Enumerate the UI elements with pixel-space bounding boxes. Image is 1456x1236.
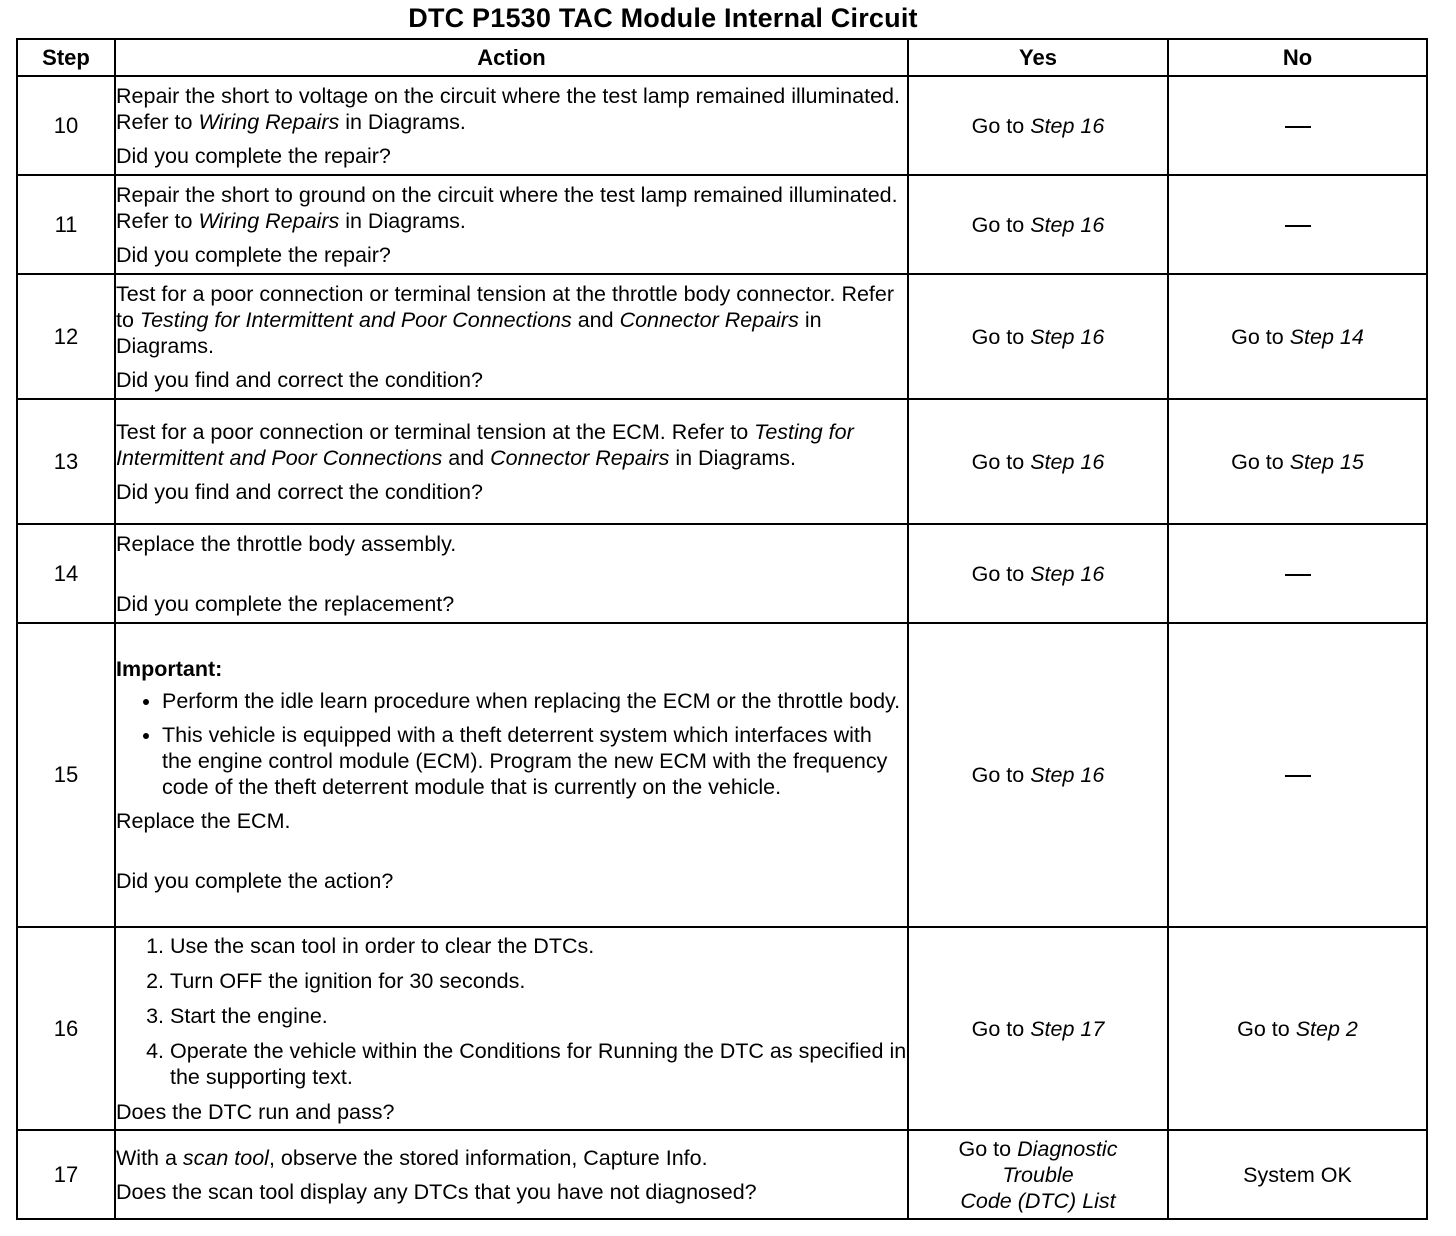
- step-number: 10: [17, 76, 115, 175]
- action-cell: [115, 1130, 908, 1219]
- table-row: [17, 399, 1427, 524]
- action-text: With a scan tool, observe the stored information, Capture Info.: [116, 1145, 708, 1170]
- no-cell: Go to Step 15: [1168, 399, 1427, 524]
- page-title: DTC P1530 TAC Module Internal Circuit: [408, 3, 918, 33]
- action-text: Repair the short to voltage on the circuit where the test lamp remained illuminated. Refer to Wiring Repairs in Diagrams.: [116, 83, 900, 134]
- no-cell: Go to Step 14: [1168, 274, 1427, 399]
- question-text: Did you find and correct the condition?: [116, 479, 483, 504]
- action-cell: [115, 927, 908, 1130]
- step-number: 14: [17, 524, 115, 623]
- step-number: 15: [17, 623, 115, 927]
- action-text: Test for a poor connection or terminal tension at the throttle body connector. Refer to Testing for Intermittent and Poor Connections and Connector Repairs in Diagrams.: [116, 281, 895, 358]
- question-text: Did you complete the repair?: [116, 242, 391, 267]
- question-text: Did you complete the repair?: [116, 143, 391, 168]
- action-cell: [115, 274, 908, 399]
- no-cell: [1168, 175, 1427, 274]
- no-cell: [1168, 76, 1427, 175]
- table-row: [17, 175, 1427, 274]
- table-row: [17, 623, 1427, 927]
- header-no: No: [1168, 39, 1427, 76]
- action-cell: [115, 399, 908, 524]
- list-item: • Perform the idle learn procedure when replacing the ECM or the throttle body.: [162, 688, 907, 714]
- table-row: [17, 76, 1427, 175]
- list-item: 2. Turn OFF the ignition for 30 seconds.: [170, 968, 907, 994]
- list-item: 1. Use the scan tool in order to clear the DTCs.: [170, 933, 907, 959]
- list-item: 3. Start the engine.: [170, 1003, 907, 1029]
- action-cell: [115, 76, 908, 175]
- dash-icon: [1285, 126, 1311, 128]
- procedure-list: [116, 933, 907, 1090]
- question-text: Did you complete the replacement?: [116, 591, 455, 616]
- action-cell: [115, 524, 908, 623]
- yes-cell: Go to Step 16: [908, 524, 1168, 623]
- action-text: Replace the throttle body assembly.: [116, 531, 457, 556]
- important-list: [116, 688, 907, 800]
- no-cell: System OK: [1168, 1130, 1427, 1219]
- dash-icon: [1285, 775, 1311, 777]
- dash-icon: [1285, 574, 1311, 576]
- no-cell: Go to Step 2: [1168, 927, 1427, 1130]
- dash-icon: [1285, 225, 1311, 227]
- step-number: 13: [17, 399, 115, 524]
- question-text: Did you find and correct the condition?: [116, 367, 483, 392]
- header-yes: Yes: [908, 39, 1168, 76]
- header-step: Step: [17, 39, 115, 76]
- action-text: Replace the ECM.: [116, 809, 291, 833]
- action-cell: [115, 623, 908, 927]
- yes-cell: Go to Step 16: [908, 76, 1168, 175]
- table-row: [17, 927, 1427, 1130]
- yes-cell: Go to Step 16: [908, 274, 1168, 399]
- question-text: Does the DTC run and pass?: [116, 1099, 395, 1124]
- question-text: Does the scan tool display any DTCs that you have not diagnosed?: [116, 1179, 757, 1204]
- table-row: [17, 274, 1427, 399]
- no-cell: [1168, 623, 1427, 927]
- action-cell: [115, 175, 908, 274]
- action-text: Test for a poor connection or terminal tension at the ECM. Refer to Testing for Intermittent and Poor Connections and Connector Repairs in Diagrams.: [116, 419, 854, 470]
- yes-cell: Go to Step 16: [908, 623, 1168, 927]
- yes-cell: Go to Step 17: [908, 927, 1168, 1130]
- important-label: Important:: [116, 657, 223, 681]
- table-row: [17, 524, 1427, 623]
- step-number: 17: [17, 1130, 115, 1219]
- list-item: 4. Operate the vehicle within the Conditions for Running the DTC as specified in the supporting text.: [170, 1038, 907, 1090]
- yes-cell: Go to Step 16: [908, 175, 1168, 274]
- action-text: Repair the short to ground on the circuit where the test lamp remained illuminated. Refer to Wiring Repairs in Diagrams.: [116, 182, 898, 233]
- step-number: 12: [17, 274, 115, 399]
- list-item: • This vehicle is equipped with a theft deterrent system which interfaces with the engine control module (ECM). Program the new ECM with the frequency code of the theft deterrent module that is currently on the vehicle.: [162, 722, 907, 800]
- step-number: 11: [17, 175, 115, 274]
- no-cell: [1168, 524, 1427, 623]
- diagnostic-table: [16, 38, 1428, 1220]
- header-action: Action: [115, 39, 908, 76]
- header-row: [17, 39, 1427, 76]
- yes-cell: Go to Diagnostic Trouble Code (DTC) List: [908, 1130, 1168, 1219]
- table-row: [17, 1130, 1427, 1219]
- yes-cell: Go to Step 16: [908, 399, 1168, 524]
- step-number: 16: [17, 927, 115, 1130]
- question-text: Did you complete the action?: [116, 869, 394, 893]
